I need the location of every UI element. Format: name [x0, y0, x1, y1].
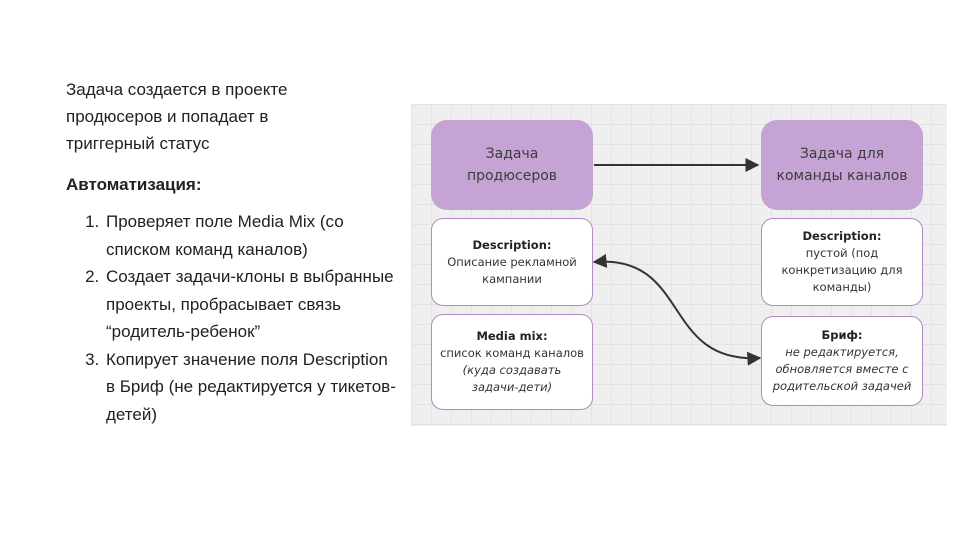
brief-body: не редактируется, обновляется вместе с родительской задачей: [772, 345, 912, 393]
automation-heading: Автоматизация:: [66, 175, 202, 194]
left-text-block: [66, 76, 396, 428]
step-item: 3. Копирует значение поля Description в Бриф (не редактируется у тикетов-детей): [104, 346, 396, 429]
diagram-arrows: [411, 104, 947, 426]
media-mix-title: Media mix:: [476, 329, 548, 343]
right-description-title: Description:: [802, 229, 882, 243]
description-to-brief-arrow: [594, 262, 760, 359]
media-mix-body: список команд каналов: [440, 346, 584, 360]
left-description-title: Description:: [472, 237, 552, 252]
left-description-body: Описание рекламной кампании: [447, 254, 577, 286]
producer-task-box: Задача продюсеров: [431, 120, 593, 210]
task-flow-diagram: [411, 104, 947, 426]
intro-text: Задача создается в проекте продюсеров и попадает в триггерный статус: [66, 80, 288, 153]
brief-title: Бриф:: [821, 328, 863, 342]
automation-steps: [66, 208, 396, 428]
step-item: 2. Создает задачи-клоны в выбранные проекты, пробрасывает связь “родитель-ребенок”: [104, 263, 396, 346]
media-mix-note: (куда создавать задачи-дети): [462, 363, 562, 394]
right-description-body: пустой (под конкретизацию для команды): [781, 246, 903, 294]
step-item: 1. Проверяет поле Media Mix (со списком команд каналов): [104, 208, 396, 263]
channel-team-task-box: Задача для команды каналов: [761, 120, 923, 210]
